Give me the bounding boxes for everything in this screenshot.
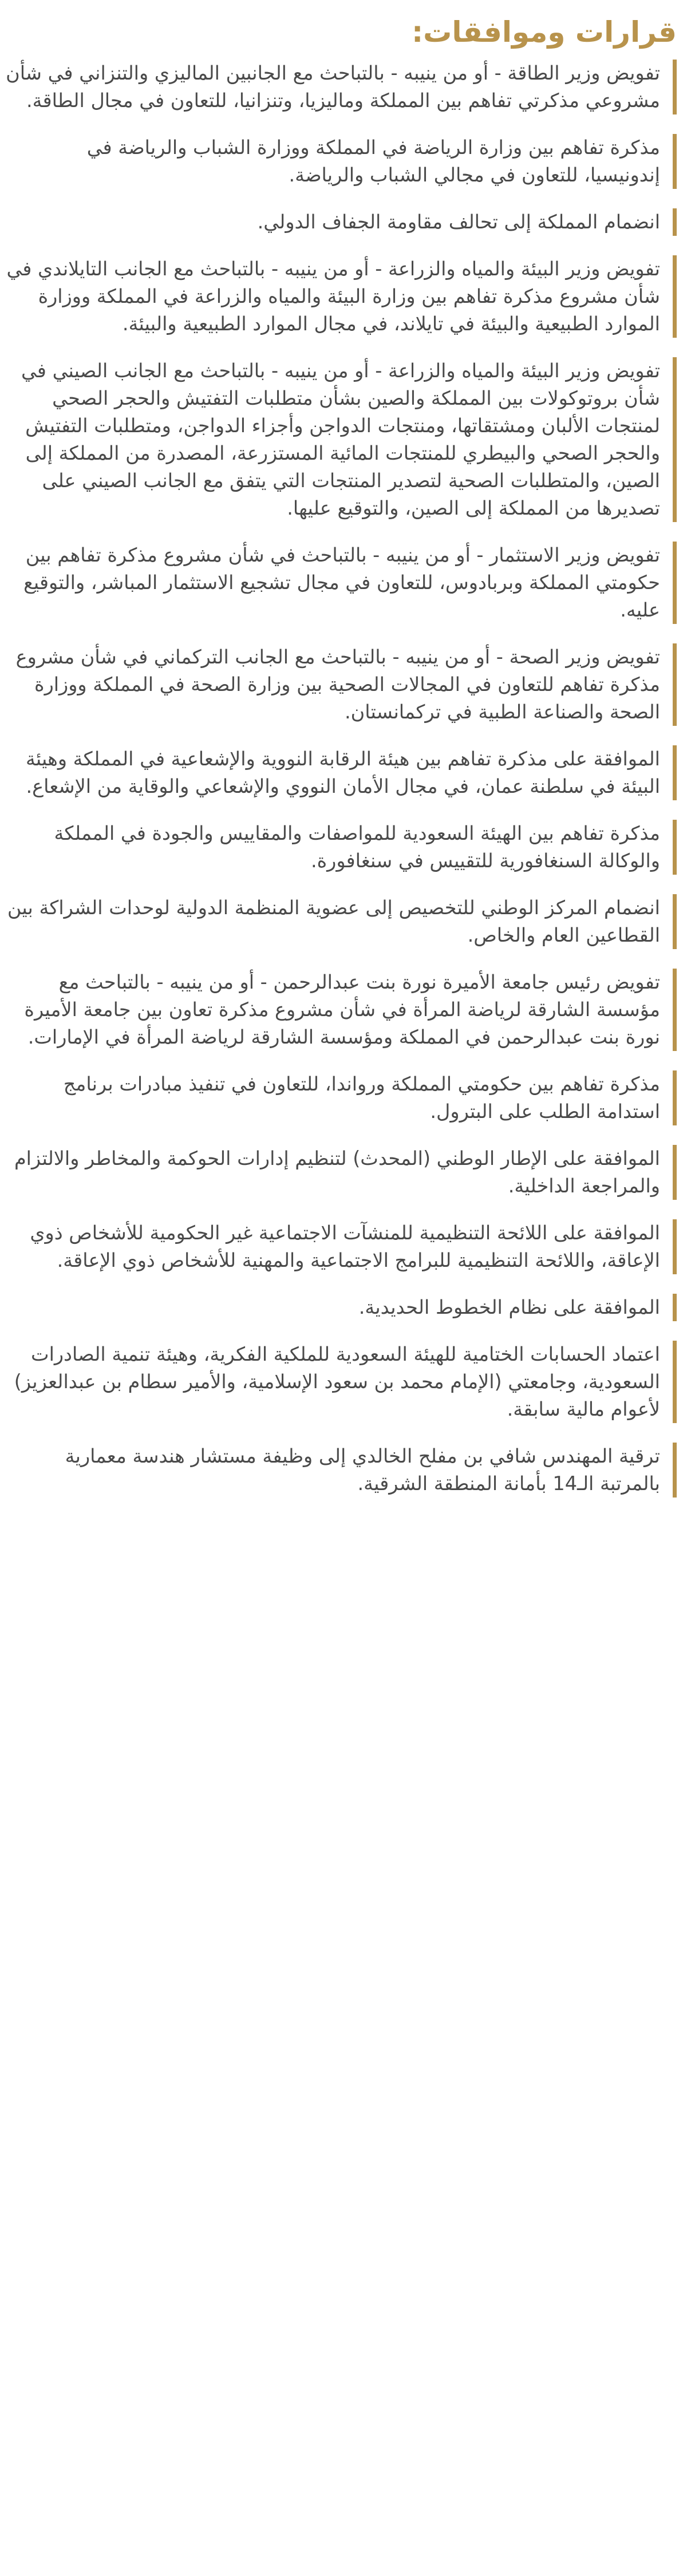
decision-text: تفويض وزير الصحة - أو من ينيبه - بالتباحث مع الجانب التركماني في شأن مشروع مذكرة تفاهم للتعاون في المجالات الصحية بين وزارة الصحة في المملكة ووزارة الصحة والصناعة الطبية في تركمانستان. [15, 646, 660, 723]
decision-text: اعتماد الحسابات الختامية للهيئة السعودية للملكية الفكرية، وهيئة تنمية الصادرات السعودية، وجامعتي (الإمام محمد بن سعود الإسلامية، والأمير سطام بن عبدالعزيز) لأعوام مالية سابقة. [14, 1343, 660, 1420]
decision-item [6, 1341, 677, 1423]
decision-text: مذكرة تفاهم بين وزارة الرياضة في المملكة ووزارة الشباب والرياضة في إندونيسيا، للتعاون في مجالي الشباب والرياضة. [86, 136, 660, 186]
decision-text: تفويض وزير الاستثمار - أو من ينيبه - بالتباحث في شأن مشروع مذكرة تفاهم بين حكومتي المملكة وبربادوس، للتعاون في مجال تشجيع الاستثمار المباشر، والتوقيع عليه. [23, 544, 660, 621]
decision-item [6, 1443, 677, 1498]
decision-item [6, 1070, 677, 1125]
decision-item [6, 969, 677, 1051]
decision-item [6, 1145, 677, 1200]
decision-text: مذكرة تفاهم بين الهيئة السعودية للمواصفات والمقاييس والجودة في المملكة والوكالة السنغافورية للتقييس في سنغافورة. [54, 822, 660, 872]
decision-text: ترقية المهندس شافي بن مفلح الخالدي إلى وظيفة مستشار هندسة معمارية بالمرتبة الـ14 بأمانة المنطقة الشرقية. [65, 1445, 660, 1495]
decision-item [6, 208, 677, 236]
decision-item [6, 134, 677, 189]
decision-text: انضمام المركز الوطني للتخصيص إلى عضوية المنظمة الدولية لوحدات الشراكة بين القطاعين العام والخاص. [7, 896, 660, 946]
decision-item [6, 542, 677, 624]
decision-text: تفويض وزير الطاقة - أو من ينيبه - بالتباحث مع الجانبين الماليزي والتنزاني في شأن مشروعي مذكرتي تفاهم بين المملكة وماليزيا، وتنزانيا، للتعاون في مجال الطاقة. [6, 62, 660, 112]
decision-text: تفويض وزير البيئة والمياه والزراعة - أو من ينيبه - بالتباحث مع الجانب التايلاندي في شأن مشروع مذكرة تفاهم بين وزارة البيئة والمياه والزراعة في المملكة ووزارة الموارد الطبيعية والبيئة في تايلاند، في مجال الموارد الطبيعية والبيئة. [6, 258, 660, 335]
decision-text: الموافقة على اللائحة التنظيمية للمنشآت الاجتماعية غير الحكومية للأشخاص ذوي الإعاقة، واللائحة التنظيمية للبرامج الاجتماعية والمهنية للأشخاص ذوي الإعاقة. [30, 1222, 660, 1271]
decision-text: الموافقة على مذكرة تفاهم بين هيئة الرقابة النووية والإشعاعية في المملكة وهيئة البيئة في سلطنة عمان، في مجال الأمان النووي والإشعاعي والوقاية من الإشعاع. [25, 748, 660, 797]
decision-text: تفويض رئيس جامعة الأميرة نورة بنت عبدالرحمن - أو من ينيبه - بالتباحث مع مؤسسة الشارقة لرياضة المرأة في شأن مشروع مذكرة تعاون بين جامعة الأميرة نورة بنت عبدالرحمن في المملكة ومؤسسة الشارقة لرياضة المرأة في الإمارات. [24, 971, 660, 1048]
section-title: قرارات وموافقات: [412, 15, 677, 49]
decision-item [6, 60, 677, 114]
decision-text: انضمام المملكة إلى تحالف مقاومة الجفاف الدولي. [257, 211, 660, 233]
decisions-list [6, 60, 677, 1498]
decision-item [6, 820, 677, 875]
decision-item [6, 643, 677, 726]
decision-text: الموافقة على نظام الخطوط الحديدية. [358, 1296, 660, 1318]
decision-item [6, 745, 677, 800]
decision-item [6, 255, 677, 338]
decision-text: الموافقة على الإطار الوطني (المحدث) لتنظيم إدارات الحوكمة والمخاطر والالتزام والمراجعة الداخلية. [14, 1147, 660, 1197]
decision-item [6, 1219, 677, 1274]
decision-item [6, 1294, 677, 1321]
decision-text: تفويض وزير البيئة والمياه والزراعة - أو من ينيبه - بالتباحث مع الجانب الصيني في شأن بروتوكولات بين المملكة والصين بشأن متطلبات التفتيش والحجر الصحي لمنتجات الألبان ومشتقاتها، ومنتجات الدواجن وأجزاء الدواجن، ومتطلبات التفتيش والحجر الصحي والبيطري للمنتجات المائية المستزرعة، المصدرة من المملكة إلى الصين، والمتطلبات الصحية لتصدير المنتجات التي يتفق مع الجانب الصيني على تصديرها من المملكة إلى الصين، والتوقيع عليها. [21, 359, 660, 519]
decision-item [6, 357, 677, 522]
decision-item [6, 894, 677, 949]
decision-text: مذكرة تفاهم بين حكومتي المملكة ورواندا، للتعاون في تنفيذ مبادرات برنامج استدامة الطلب على البترول. [63, 1073, 660, 1123]
